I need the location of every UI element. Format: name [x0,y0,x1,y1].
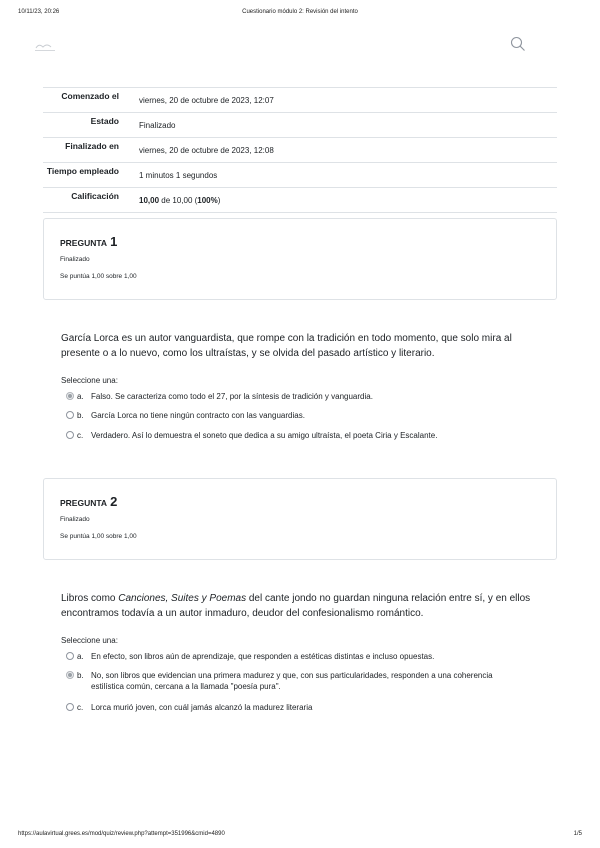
grade-percent: 100% [197,196,218,205]
print-page-number: 1/5 [573,831,582,837]
summary-label: Estado [90,116,119,126]
summary-value: viernes, 20 de octubre de 2023, 12:08 [139,146,274,155]
summary-label: Calificación [71,191,119,201]
question-info-card [43,218,557,300]
option-text: No, son libros que evidencian una primera madurez y que, con sus particularidades, responden a una coherencia estilística común, cercana a la llamada "poesía pura". [91,671,493,691]
radio-button[interactable] [66,411,74,419]
question-title [60,494,117,509]
summary-row [43,88,557,113]
option-letter: c. [77,703,84,712]
option-letter: b. [77,671,84,680]
option-letter: a. [77,392,84,401]
question-state: Finalizado [60,516,90,523]
question-state: Finalizado [60,256,90,263]
print-datetime: 10/11/23, 20:26 [18,9,60,15]
radio-button[interactable] [66,703,74,711]
radio-button[interactable] [66,652,74,660]
question-text: García Lorca es un autor vanguardista, que rompe con la tradición en todo momento, que solo mira al presente o a lo nuevo, como los ultraístas, y se olvida del pasado artístico y literario. [61,333,512,359]
search-icon[interactable] [510,36,526,52]
summary-row [43,113,557,138]
grade-score: 10,00 [139,196,160,205]
question-text [61,591,546,621]
summary-value: viernes, 20 de octubre de 2023, 12:07 [139,96,274,105]
answer-prompt: Seleccione una: [61,636,118,645]
question-info-card [43,478,557,560]
option-letter: a. [77,652,84,661]
radio-button-selected[interactable] [66,671,74,679]
question-label: PREGUNTA [60,498,108,508]
grade-of-text: de 10,00 ( [159,196,198,205]
answer-prompt: Seleccione una: [61,376,118,385]
attempt-summary-table [43,87,557,213]
option-text: Falso. Se caracteriza como todo el 27, por la síntesis de tradición y vanguardia. [91,392,373,401]
print-page-title: Cuestionario módulo 2: Revisión del intento [242,9,358,15]
option-letter: c. [77,431,84,440]
question-number: 1 [110,234,118,249]
question-grade: Se puntúa 1,00 sobre 1,00 [60,273,137,280]
grade-value [119,188,220,212]
question-grade: Se puntúa 1,00 sobre 1,00 [60,533,137,540]
option-text: García Lorca no tiene ningún contracto con las vanguardias. [91,411,305,420]
summary-label: Comenzado el [61,91,119,101]
question-text-start: Libros como [61,593,119,604]
summary-value: 1 minutos 1 segundos [139,171,218,180]
summary-value: Finalizado [139,121,176,130]
summary-row [43,138,557,163]
question-text-end: del cante jondo no guardan ninguna relación entre sí, y en ellos encontramos todavía a un autor inmaduro, deudor del confesionalismo romántico. [61,593,531,619]
radio-button[interactable] [66,431,74,439]
question-title [60,234,117,249]
print-url: https://aulavirtual.grees.es/mod/quiz/review.php?attempt=351996&cmid=4890 [18,831,225,837]
option-text: En efecto, son libros aún de aprendizaje, que responden a estéticas distintas e incluso opuestas. [91,652,435,661]
radio-button-selected[interactable] [66,392,74,400]
summary-row [43,163,557,188]
option-text: Verdadero. Así lo demuestra el soneto que dedica a su amigo ultraísta, el poeta Ciria y Escalante. [91,431,438,440]
summary-label: Tiempo empleado [46,166,119,176]
summary-row-grade [43,188,557,213]
question-label: PREGUNTA [60,238,108,248]
question-text-italic: Canciones, Suites y Poemas [118,593,247,604]
option-letter: b. [77,411,84,420]
question-number: 2 [110,494,118,509]
logo-icon[interactable] [33,40,57,52]
summary-label: Finalizado en [65,141,119,151]
grade-close: ) [217,196,221,205]
print-header [0,9,600,19]
option-text: Lorca murió joven, con cuál jamás alcanzó la madurez literaria [91,703,313,712]
